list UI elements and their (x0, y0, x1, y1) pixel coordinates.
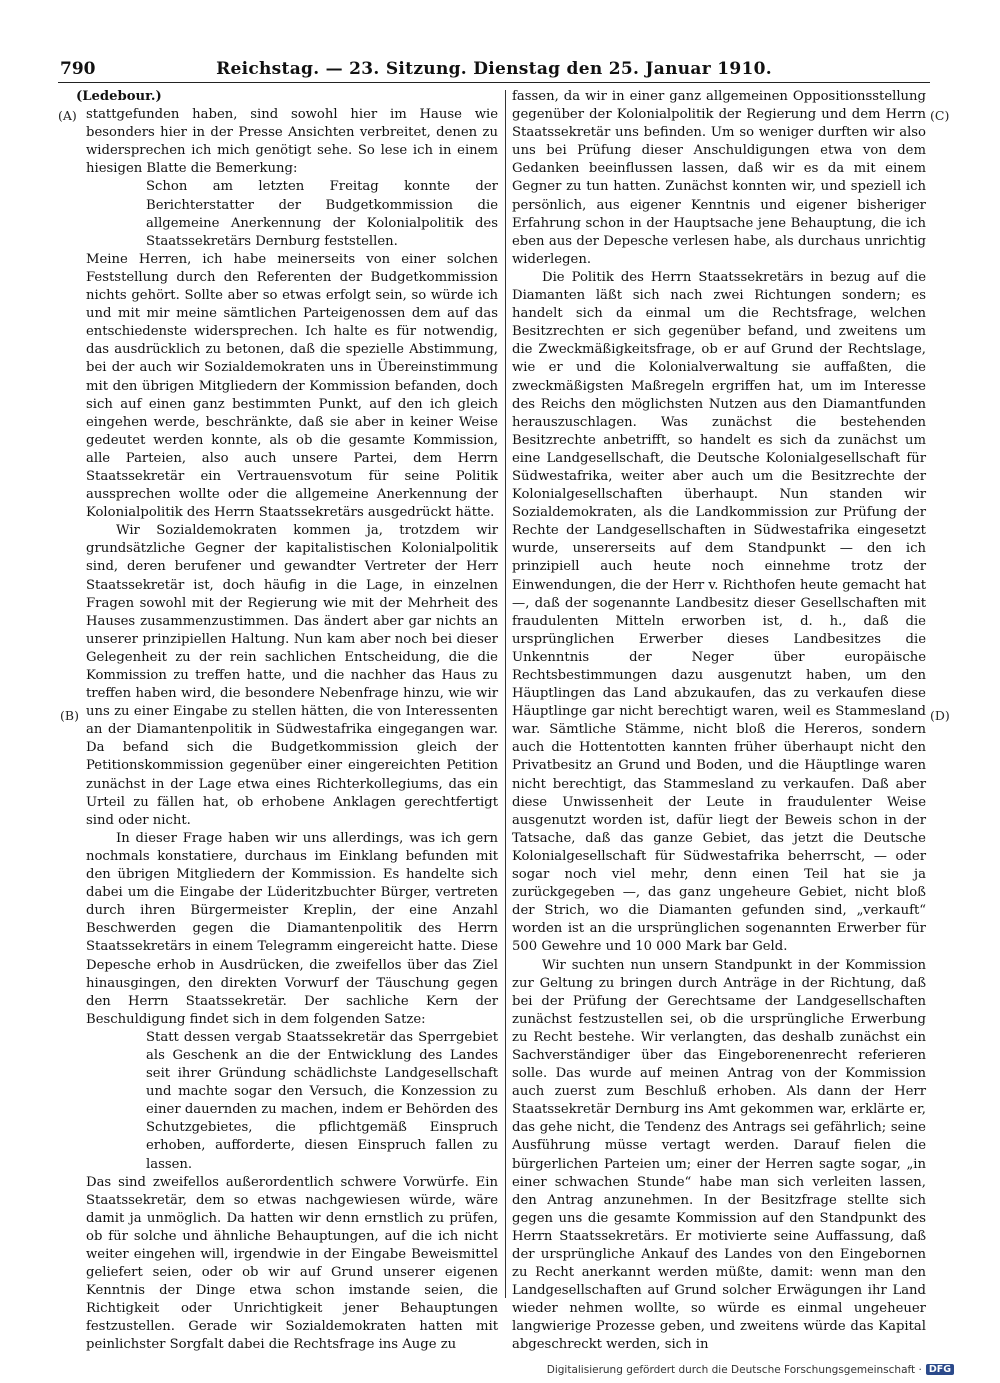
right-column (512, 88, 926, 1355)
funding-text: Digitalisierung gefördert durch die Deutsche Forschungsgemeinschaft · (546, 1364, 922, 1376)
page-title: Reichstag. — 23. Sitzung. Dienstag den 25. Januar 1910. (216, 59, 772, 79)
funding-footer (547, 1364, 954, 1376)
paragraph: Wir suchten nun unsern Standpunkt in der Kommission zur Geltung zu bringen durch Anträge in der Richtung, daß bei der Prüfung der Gerechtsame der Landgesellschaften zunächst festzustellen sei, ob die ursprüngliche Erwerbung zu Recht bestehe. Wir verlangten, das deshalb zunächst ein Sachverständiger über das Eingeborenenrecht referieren solle. Das wurde auf meinen Antrag von der Kommission auch zuerst zum Beschluß erhoben. Als dann der Herr Staatssekretär Dernburg ins Amt gekommen war, erklärte er, das gehe nicht, die Tendenz des Antrags sei gefährlich; seine Ausführung müsse vertagt werden. Darauf fielen die bürgerlichen Parteien um; einer der Herren sagte sogar, „in einer schwachen Stunde“ habe man sich verleiten lassen, den Antrag anzunehmen. In der Besitzfrage stellte sich gegen uns die gesamte Kommission auf den Standpunkt des Herrn Staatssekretärs. Er motivierte seine Auffassung, daß der ursprüngliche Ankauf des Landes von den Eingebornen zu Recht anerkannt werden müßte, damit: wenn man den Landgesellschaften auf Grund solcher Erwägungen ihr Land wieder nehmen wollte, so würde es einmal ungeheuer langwierige Prozesse geben, und zweitens würde das Kapital abgeschreckt werden, sich in (512, 957, 926, 1353)
paragraph: Die Politik des Herrn Staatssekretärs in bezug auf die Diamanten läßt sich nach zwei Richtungen sondern; es handelt sich da einmal um die Rechtsfrage, welchen Besitzrechten er sich gegenüber befand, und zweitens um die Zweckmäßigkeitsfrage, ob er auf Grund der Rechtslage, wie er und die Kolonialverwaltung sie auffaßten, die zweckmäßigsten Maßregeln ergriffen hat, um im Interesse des Reichs den möglichsten Nutzen aus den Diamantfunden herauszuschlagen. Was zunächst die bestehenden Besitzrechte anbetrifft, so handelt es sich da zunächst um eine Landgesellschaft, die Deutsche Kolonialgesellschaft für Südwestafrika, weiter aber auch um die Besitzrechte der Kolonialgesellschaften überhaupt. Nun standen wir Sozialdemokraten, als die Landkommission zur Prüfung der Rechte der Landgesellschaften in Südwestafrika eingesetzt wurde, unsererseits auf dem Standpunkt — den ich prinzipiell auch heute noch einnehme trotz der Einwendungen, die der Herr v. Richthofen heute gemacht hat —, daß der sogenannte Landbesitz dieser Gesellschaften mit fraudulenten Mitteln erworben ist, d. h., daß die ursprünglichen Erwerber dieses Landbesitzes die Unkenntnis der Neger über europäische Rechtsbestimmungen dazu ausgenutzt haben, um den Häuptlingen das Land abzukaufen, das zu verkaufen diese Häuptlinge gar nicht berechtigt waren, weil es Stammesland war. Sämtliche Stämme, nicht bloß die Hereros, sondern auch die Hottentotten kannten früher überhaupt nicht den Privatbesitz an Grund und Boden, und die Häuptlinge waren nicht berechtigt, das Stammesland zu verkaufen. Daß aber diese Unwissenheit der Leute in fraudulenter Weise ausgenutzt worden ist, dafür liegt der Beweis schon in der Tatsache, daß das ganze Gebiet, das jetzt die Deutsche Kolonialgesellschaft für Südwestafrika beherrscht, — oder sogar noch viel mehr, denn einen Teil hat sie ja zurückgegeben —, das ganz ungeheure Gebiet, nicht bloß der Strich, wo die Diamanten gefunden sind, „verkauft“ worden ist an die ursprünglichen sogenannten Erwerber für 500 Gewehre und 10 000 Mark bar Geld. (512, 269, 926, 955)
dfg-logo: DFG (926, 1364, 954, 1375)
paragraph: fassen, da wir in einer ganz allgemeinen Oppositionsstellung gegenüber der Kolonialpolitik der Regierung und dem Herrn Staatssekretär uns befinden. Um so weniger durften wir also uns bei Prüfung dieser Anschuldigungen etwa von dem Gedanken beeinflussen lassen, daß wir es da mit einem Gegner zu tun hatten. Zunächst konnten wir, und speziell ich persönlich, aus eigener Kenntnis und eigener bisheriger Erfahrung schon in der Hauptsache jene Behauptung, die ich eben aus der Depesche verlesen habe, als durchaus unrichtig widerlegen. (512, 89, 926, 267)
paragraph: stattgefunden haben, sind sowohl hier im Hause wie besonders hier in der Presse Ansichten verbreitet, denen zu widersprechen ich mich genötigt sehe. So lese ich in einem hiesigen Blatte die Bemerkung: (86, 107, 498, 177)
quotation: Schon am letzten Freitag konnte der Berichterstatter der Budgetkommission die allgemeine Anerkennung der Kolonialpolitik des Staatssekretärs Dernburg feststellen. (146, 179, 498, 249)
margin-marker-b: (B) (60, 708, 79, 723)
paragraph: Meine Herren, ich habe meinerseits von einer solchen Feststellung durch den Referenten der Budgetkommission nichts gehört. Sollte aber so etwas erfolgt sein, so würde ich und mit mir meine sämtlichen Parteigenossen dem auf das entschiedenste widersprechen. Ich halte es für notwendig, das ausdrücklich zu betonen, daß die spezielle Abstimmung, bei der auch wir Sozialdemokraten uns in Übereinstimmung mit den übrigen Mitgliedern der Kommission befanden, doch sich auf einen ganz bestimmten Punkt, auf den ich gleich eingehen werde, beschränkte, daß sie aber in keiner Weise gedeutet werden konnte, als ob die gesamte Kommission, alle Parteien, also auch unsere Partei, dem Herrn Staatssekretär ein Vertrauensvotum für seine Politik aussprechen wollte oder die allgemeine Anerkennung der Kolonialpolitik des Herrn Staatssekretärs ausgedrückt hätte. (86, 251, 498, 521)
margin-marker-a: (A) (58, 108, 77, 123)
page-number: 790 (60, 59, 96, 79)
margin-marker-c: (C) (930, 108, 950, 123)
paragraph: Wir Sozialdemokraten kommen ja, trotzdem wir grundsätzliche Gegner der kapitalistischen Kolonialpolitik sind, deren berufener und gewandter Vertreter der Herr Staatssekretär ist, doch häufig in die Lage, in einzelnen Fragen sowohl mit der Regierung wie mit der Mehrheit des Hauses zusammenzustimmen. Das ändert aber gar nichts an unserer prinzipiellen Haltung. Nun kam aber noch bei dieser Gelegenheit zu der rein sachlichen Entscheidung, die die Kommission zu treffen hatte, und die nachher das Haus zu treffen haben wird, die besondere Nebenfrage hinzu, wie wir uns zu einer Eingabe zu stellen hätten, die von Interessenten an der Diamantenpolitik in Südwestafrika eingegangen war. Da befand sich die Budgetkommission gleich der Petitionskommission gegenüber einer eingereichten Petition zunächst in der Lage etwa eines Richterkollegiums, das ein Urteil zu fällen hat, ob erhobene Anklagen gerechtfertigt sind oder nicht. (86, 523, 498, 828)
running-head (58, 58, 930, 83)
paragraph: Das sind zweifellos außerordentlich schwere Vorwürfe. Ein Staatssekretär, dem so etwas nachgewiesen würde, wäre damit ja unmöglich. Da hatten wir denn ernstlich zu prüfen, ob für solche und ähnliche Behauptungen, auf die ich nicht weiter eingehen will, irgendwie in der Eingabe Beweismittel geliefert seien, oder ob wir auf Grund unserer eigenen Kenntnis der Dinge etwa schon imstande seien, die Richtigkeit oder Unrichtigkeit jener Behauptungen festzustellen. Gerade wir Sozialdemokraten hatten mit peinlichster Sorgfalt dabei die Rechtsfrage ins Auge zu (86, 1174, 498, 1353)
quotation: Statt dessen vergab Staatssekretär das Sperrgebiet als Geschenk an die der Entwicklung des Landes seit ihrer Gründung schädlichste Landgesellschaft und machte sogar den Versuch, die Konzession zu einer dauernden zu machen, indem er Behörden des Schutzgebietes, die pflichtgemäß Einspruch erhoben, aufforderte, diesen Einspruch fallen zu lassen. (146, 1029, 498, 1172)
margin-marker-d: (D) (930, 708, 950, 723)
paragraph: In dieser Frage haben wir uns allerdings, was ich gern nochmals konstatiere, durchaus im Einklang befunden mit den übrigen Mitgliedern der Kommission. Es handelte sich dabei um die Eingabe der Lüderitzbuchter Bürger, vertreten durch ihren Bürgermeister Kreplin, der eine Anzahl Beschwerden gegen die Diamantenpolitik des Herrn Staatssekretärs in einem Telegramm eingereicht hatte. Diese Depesche erhob in Ausdrücken, die zweifellos über das Ziel hinausgingen, den direkten Vorwurf der Täuschung gegen den Herrn Staatssekretär. Der sachliche Kern der Beschuldigung findet sich in dem folgenden Satze: (86, 830, 498, 1027)
column-divider (505, 90, 506, 1298)
speaker-name: (Ledebour.) (76, 89, 162, 104)
left-column (76, 88, 498, 1355)
